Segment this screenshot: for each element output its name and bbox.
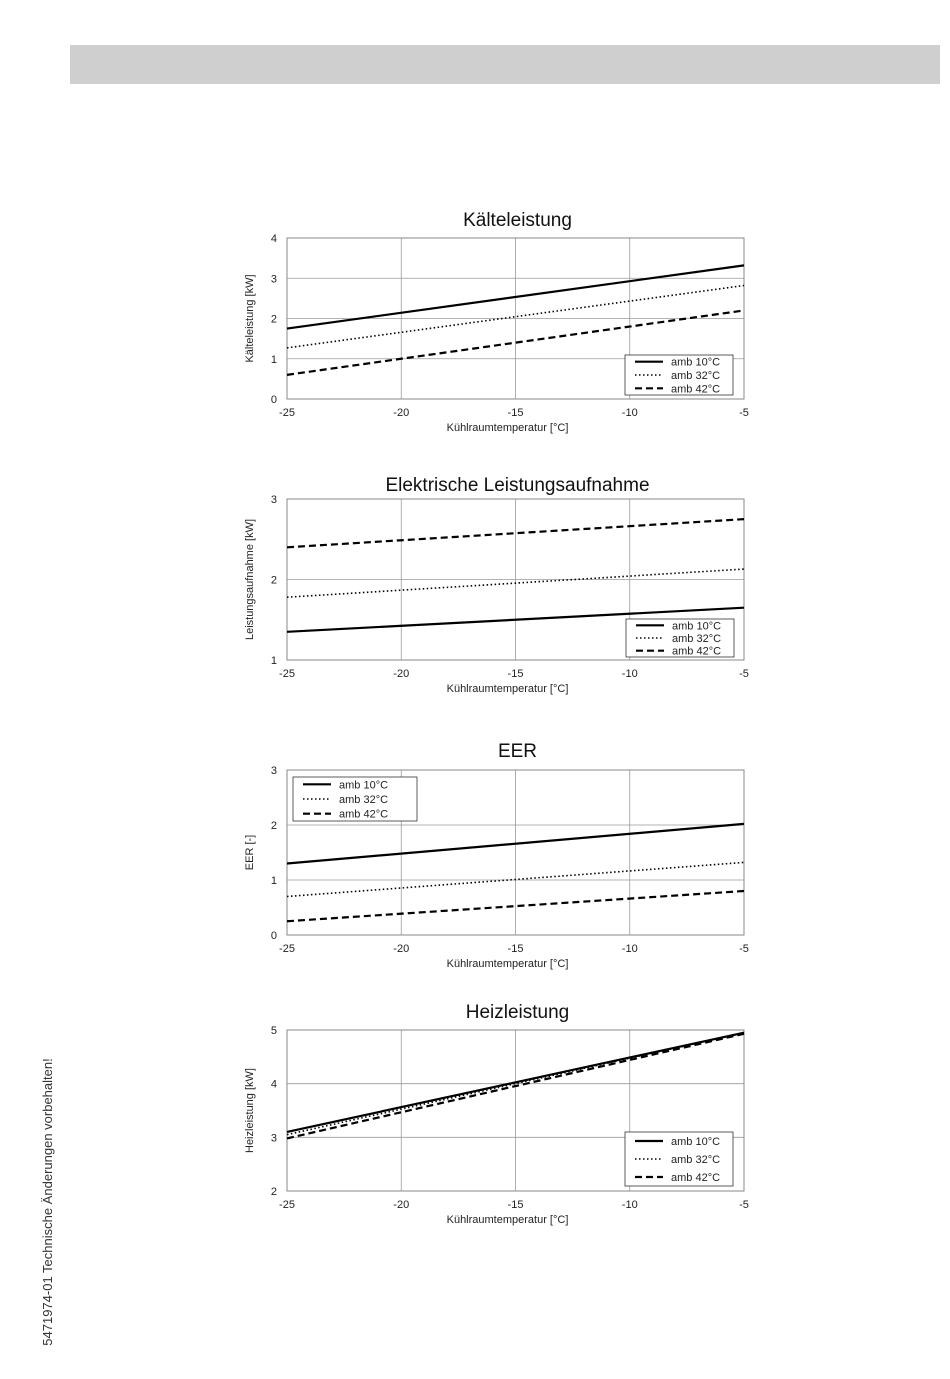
y-tick-label: 2 bbox=[270, 1186, 277, 1198]
header-bar bbox=[70, 45, 940, 84]
x-axis-label: Kühlraumtemperatur [°C] bbox=[446, 1214, 569, 1226]
y-tick-label: 3 bbox=[270, 273, 277, 286]
y-tick-label: 2 bbox=[270, 574, 277, 587]
chart-title: Elektrische Leistungsaufnahme bbox=[385, 475, 650, 496]
legend-label-1: amb 10°C bbox=[671, 356, 721, 369]
x-tick-label: -5 bbox=[739, 943, 749, 955]
y-tick-label: 3 bbox=[270, 494, 277, 506]
legend-label-3: amb 42°C bbox=[671, 383, 721, 396]
x-axis-label: Kühlraumtemperatur [°C] bbox=[446, 683, 569, 695]
x-tick-label: -15 bbox=[507, 943, 524, 955]
x-tick-label: -25 bbox=[279, 1199, 295, 1211]
x-tick-label: -5 bbox=[739, 407, 749, 419]
y-tick-label: 2 bbox=[270, 313, 277, 326]
y-tick-label: 3 bbox=[270, 1132, 277, 1145]
x-tick-label: -10 bbox=[621, 407, 638, 419]
x-tick-label: -25 bbox=[279, 943, 295, 955]
legend bbox=[293, 777, 417, 821]
x-tick-label: -15 bbox=[507, 407, 524, 419]
y-tick-label: 2 bbox=[270, 820, 277, 832]
legend-label-1: amb 10°C bbox=[339, 779, 389, 792]
x-tick-label: -25 bbox=[279, 668, 295, 680]
legend bbox=[626, 619, 734, 658]
chart-elektrische-leistungsaufnahme bbox=[0, 468, 950, 708]
legend-label-2: amb 32°C bbox=[339, 794, 389, 806]
y-tick-label: 0 bbox=[270, 930, 277, 942]
y-axis-label: Heizleistung [kW] bbox=[244, 1068, 256, 1153]
legend-label-3: amb 42°C bbox=[672, 645, 722, 658]
x-axis-label: Kühlraumtemperatur [°C] bbox=[446, 422, 569, 434]
legend-label-1: amb 10°C bbox=[672, 620, 722, 633]
legend-label-3: amb 42°C bbox=[339, 808, 389, 821]
x-tick-label: -5 bbox=[739, 1199, 749, 1211]
legend-label-1: amb 10°C bbox=[671, 1136, 721, 1148]
chart-title: EER bbox=[497, 741, 538, 762]
x-tick-label: -10 bbox=[621, 668, 638, 680]
y-tick-label: 1 bbox=[270, 353, 277, 366]
chart-title: Heizleistung bbox=[465, 1002, 570, 1023]
legend-label-2: amb 32°C bbox=[671, 1154, 721, 1166]
legend bbox=[625, 1132, 733, 1186]
y-tick-label: 1 bbox=[270, 875, 277, 887]
chart-heizleistung bbox=[0, 995, 950, 1240]
x-tick-label: -20 bbox=[393, 943, 410, 955]
legend-label-2: amb 32°C bbox=[672, 633, 722, 645]
x-tick-label: -25 bbox=[279, 407, 295, 419]
x-tick-label: -20 bbox=[393, 668, 410, 680]
y-tick-label: 1 bbox=[270, 655, 277, 667]
x-tick-label: -20 bbox=[393, 1199, 410, 1211]
x-tick-label: -15 bbox=[507, 1199, 524, 1211]
chart-kaelteleistung bbox=[0, 200, 950, 445]
x-tick-label: -5 bbox=[739, 668, 749, 680]
x-tick-label: -10 bbox=[621, 943, 638, 955]
y-tick-label: 0 bbox=[270, 394, 277, 406]
x-tick-label: -15 bbox=[507, 668, 524, 680]
x-tick-label: -10 bbox=[621, 1199, 638, 1211]
y-tick-label: 4 bbox=[270, 233, 277, 245]
y-tick-label: 4 bbox=[270, 1078, 277, 1091]
chart-title: Kälteleistung bbox=[463, 210, 572, 231]
y-axis-label: Kälteleistung [kW] bbox=[244, 274, 256, 363]
x-axis-label: Kühlraumtemperatur [°C] bbox=[446, 958, 569, 970]
y-axis-label: Leistungsaufnahme [kW] bbox=[244, 518, 256, 641]
y-axis-label: EER [-] bbox=[244, 834, 256, 871]
side-note: 5471974-01 Technische Änderungen vorbehalten! bbox=[40, 1058, 55, 1346]
legend-label-2: amb 32°C bbox=[671, 370, 721, 382]
y-tick-label: 5 bbox=[270, 1025, 277, 1037]
x-tick-label: -20 bbox=[393, 407, 410, 419]
y-tick-label: 3 bbox=[270, 765, 277, 777]
legend-label-3: amb 42°C bbox=[671, 1172, 721, 1184]
legend bbox=[625, 355, 733, 395]
chart-eer bbox=[0, 735, 950, 980]
